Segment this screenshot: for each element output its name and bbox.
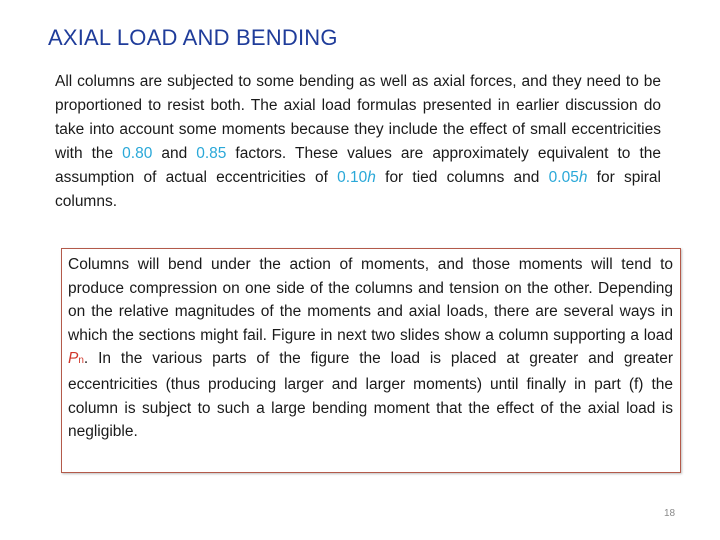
intro-text-1: All columns are subjected to some bending as well as axial forces, and they need to be proportioned to resist both. The axial load formulas presented in earlier discussion do take into account some moments because they include the effect of small eccentricities with the [55,73,661,162]
explanation-box [61,248,681,473]
eccentricity-spiral [549,169,588,186]
eccentricity-tied [337,169,376,186]
explanation-paragraph [68,253,673,444]
page-number: 18 [664,508,676,519]
eccentricity-tied-var: h [367,169,376,186]
load-symbol-letter: P [68,350,79,368]
factor-0-85: 0.85 [196,145,227,162]
factor-0-80: 0.80 [122,145,153,162]
intro-text-5: for spiral columns. [55,169,661,210]
intro-text-2: and [152,145,197,162]
intro-paragraph [55,70,661,214]
load-symbol-subscript: n [78,355,84,367]
eccentricity-spiral-value: 0.05 [548,169,579,186]
eccentricity-spiral-var: h [578,169,588,186]
intro-text-3: factors. These values are approximately equivalent to the assumption of actual eccentricities of [55,145,661,186]
load-symbol [68,350,84,367]
explanation-text-1: Columns will bend under the action of moments, and those moments will tend to produce compression on one side of the columns and tension on the other. Depending on the relative magnitudes of the moments and axial loads, there are several ways in which the sections might fail. Figure in next two slides show a column supporting a load [68,256,673,344]
slide-title: AXIAL LOAD AND BENDING [48,25,338,50]
explanation-text-2: . In the various parts of the figure the load is placed at greater and greater eccentricities (thus producing larger and larger moments) until finally in part (f) the column is subject to such a large bending moment that the effect of the axial load is negligible. [68,350,673,441]
eccentricity-tied-value: 0.10 [337,169,368,186]
intro-text-4: for tied columns and [375,169,549,186]
